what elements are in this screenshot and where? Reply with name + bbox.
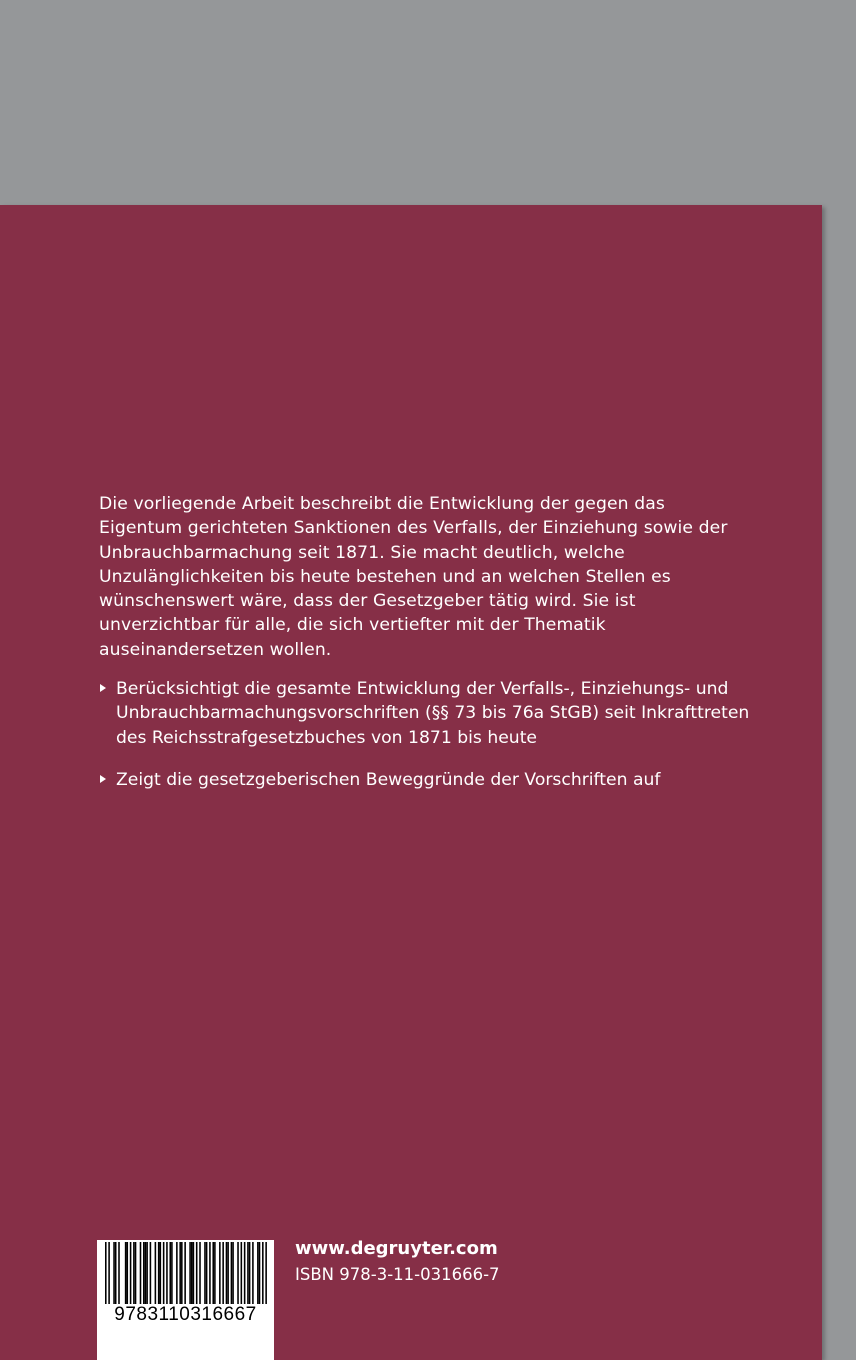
feature-item — [99, 768, 759, 792]
barcode-bars-icon — [97, 1240, 274, 1306]
publisher-website: www.degruyter.com — [295, 1238, 498, 1259]
triangle-bullet-icon — [100, 684, 106, 692]
feature-item — [99, 677, 759, 750]
publisher-info — [295, 1238, 500, 1285]
triangle-bullet-icon — [100, 775, 106, 783]
back-cover — [0, 205, 822, 1360]
feature-text: Berücksichtigt die gesamte Entwicklung der Verfalls-, Einziehungs- und Unbrauchbarmachungsvorschriften (§§ 73 bis 76a StGB) seit Inkrafttreten des Reichsstrafgesetzbuches von 1871 bis heute — [116, 679, 750, 748]
feature-list — [99, 677, 759, 810]
isbn-number: ISBN 978-3-11-031666-7 — [295, 1265, 500, 1284]
barcode-digits: 9783110316667 — [114, 1304, 257, 1325]
feature-text: Zeigt die gesetzgeberischen Beweggründe der Vorschriften auf — [116, 769, 661, 790]
intro-paragraph: Die vorliegende Arbeit beschreibt die Entwicklung der gegen das Eigentum gerichteten Sanktionen des Verfalls, der Einziehung sowie der Unbrauchbarmachung seit 1871. Sie macht deutlich, welche Unzulänglichkeiten bis heute bestehen und an welchen Stellen es wünschenswert wäre, dass der Gesetzgeber tätig wird. Sie ist unverzichtbar für alle, die sich vertiefter mit der Thematik auseinandersetzen wollen. — [99, 494, 728, 660]
barcode — [97, 1240, 274, 1360]
